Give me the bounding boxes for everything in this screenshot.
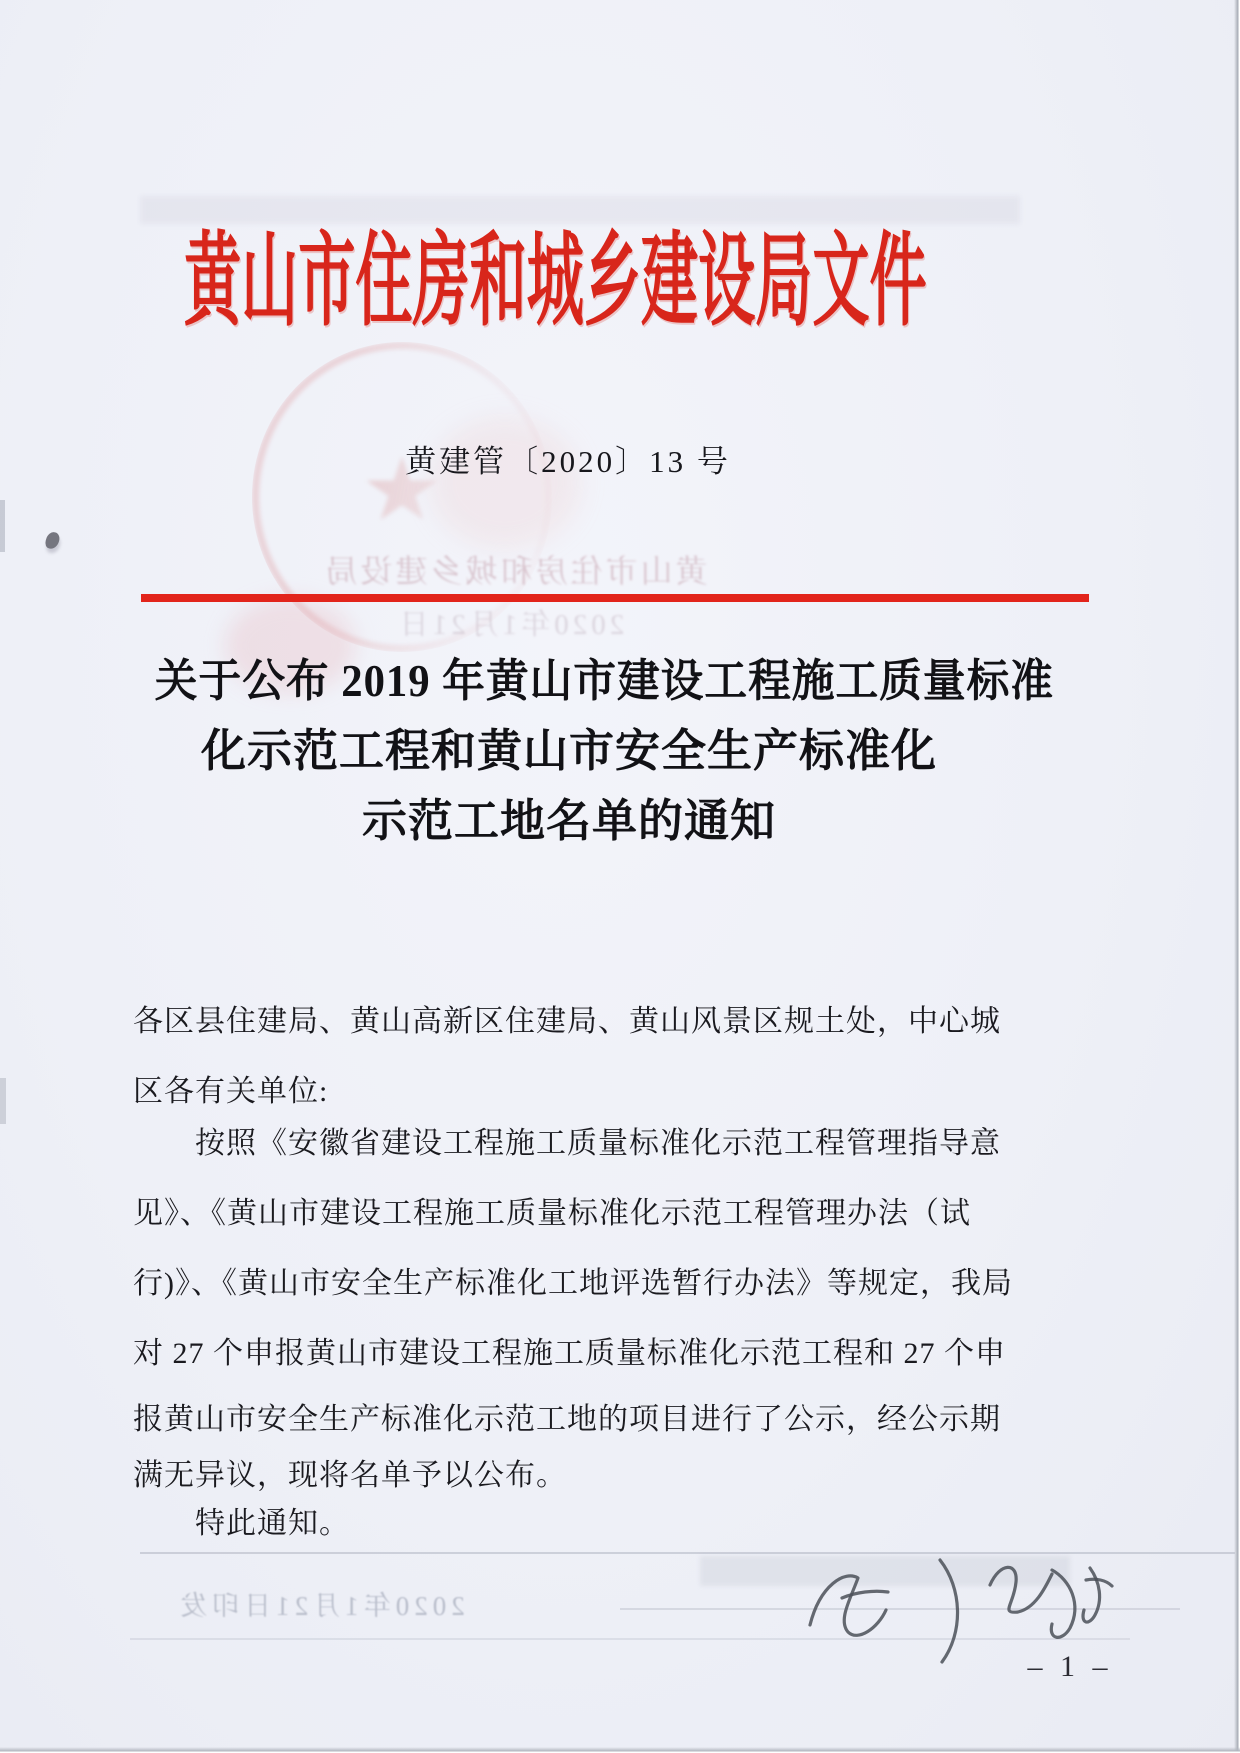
salutation-line: 各区县住建局、黄山高新区住建局、黄山风景区规土处，中心城 xyxy=(133,1005,1001,1038)
body-line: 见》、《黄山市建设工程施工质量标准化示范工程管理办法（试 xyxy=(133,1197,971,1230)
red-separator-line xyxy=(141,594,1089,602)
scan-edge-mark xyxy=(0,1078,6,1124)
scan-edge-mark xyxy=(0,500,5,552)
bleedthrough-issuer-text: 黄山市住房和城乡建设局 xyxy=(322,553,708,589)
body-line: 满无异议，现将名单予以公布。 xyxy=(133,1459,567,1492)
notice-title xyxy=(133,646,1054,856)
closing-line: 特此通知。 xyxy=(195,1507,350,1540)
salutation-line: 区各有关单位: xyxy=(133,1075,329,1108)
body-line: 对 27 个申报黄山市建设工程施工质量标准化示范工程和 27 个申 xyxy=(133,1337,1006,1370)
page-number: – 1 – xyxy=(1027,1650,1113,1683)
ink-speck xyxy=(44,531,61,551)
document-number: 黄建管〔2020〕13 号 xyxy=(405,444,731,479)
letterhead-title: 黄山市住房和城乡建设局文件 xyxy=(184,226,927,339)
notice-title-line-2: 化示范工程和黄山市安全生产标准化 xyxy=(200,726,937,776)
bleedthrough-date-text: 2020年1月21日 xyxy=(395,609,625,641)
scan-edge-bottom xyxy=(0,1747,1240,1753)
scan-edge-right xyxy=(1234,0,1240,1753)
body-line: 报黄山市安全生产标准化示范工地的项目进行了公示，经公示期 xyxy=(133,1403,1001,1436)
body-line: 按照《安徽省建设工程施工质量标准化示范工程管理指导意 xyxy=(195,1127,1001,1160)
body-line: 行)》、《黄山市安全生产标准化工地评选暂行办法》等规定，我局 xyxy=(133,1267,1013,1300)
notice-title-line-1: 关于公布 2019 年黄山市建设工程施工质量标准 xyxy=(154,656,1054,706)
bleedthrough-footer-text: 2020年1月21日印发 xyxy=(175,1591,465,1621)
notice-title-line-3: 示范工地名单的通知 xyxy=(361,796,776,846)
